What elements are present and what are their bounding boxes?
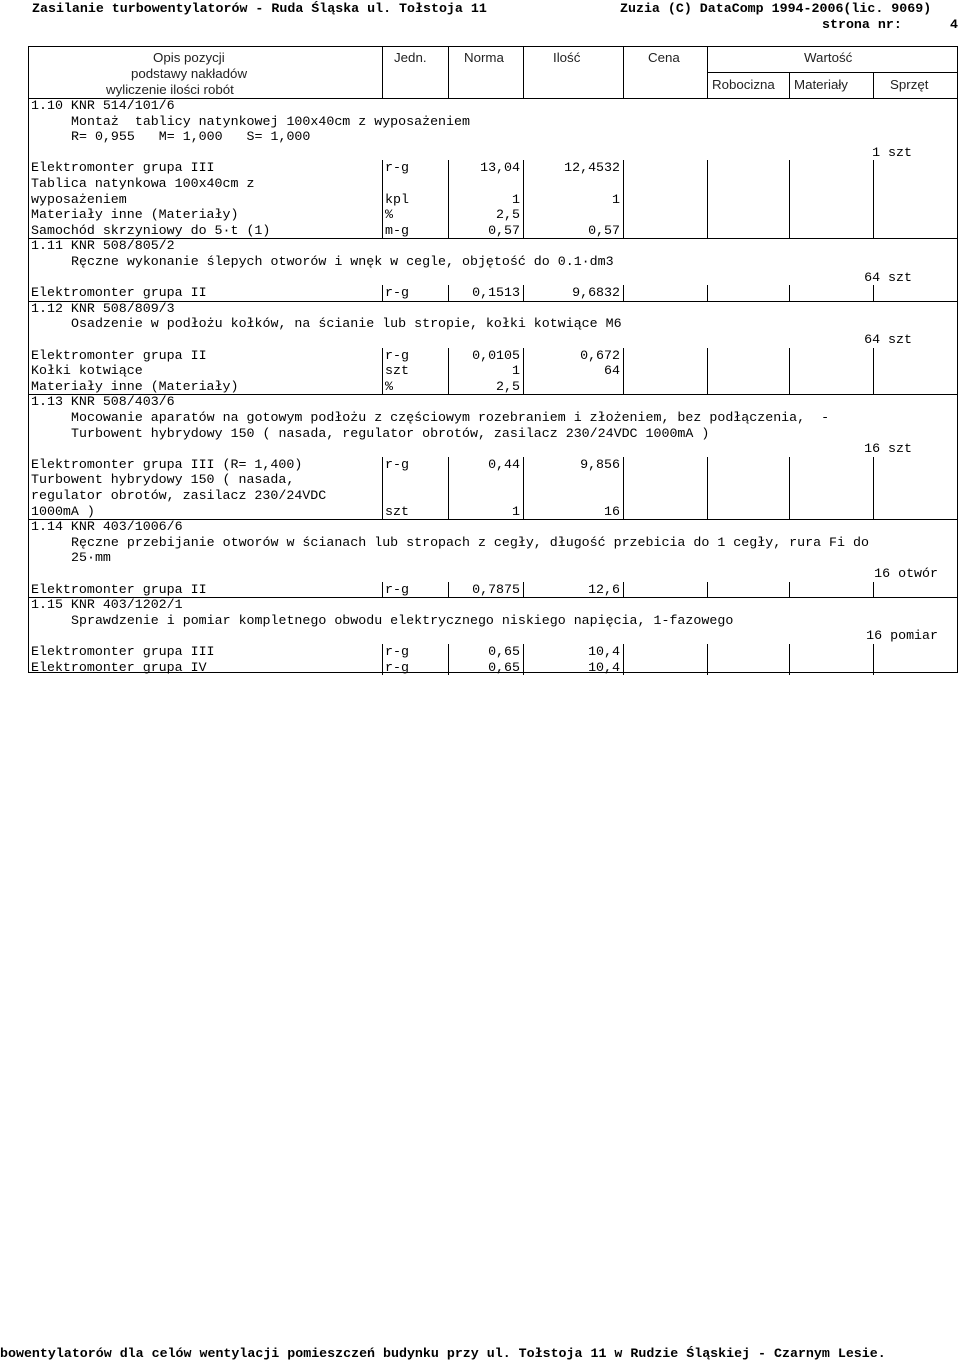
row-divider	[623, 363, 624, 379]
row-divider	[707, 582, 708, 598]
resource-name: Elektromonter grupa III	[31, 160, 215, 176]
row-divider	[623, 582, 624, 598]
row-divider	[623, 472, 624, 519]
row-divider	[789, 348, 790, 364]
resource-norm: 2,5	[496, 207, 520, 223]
position-total: 64 szt	[864, 332, 912, 347]
resource-norm: 0,65	[488, 644, 520, 659]
row-divider	[448, 223, 449, 239]
row-divider	[382, 363, 383, 379]
row-divider	[789, 644, 790, 660]
row-divider	[448, 363, 449, 379]
row-divider	[789, 457, 790, 473]
row-divider	[382, 582, 383, 598]
row-divider	[448, 207, 449, 223]
header-divider	[789, 72, 790, 98]
position-total: 16 szt	[864, 441, 912, 457]
row-divider	[448, 644, 449, 660]
row-divider	[523, 582, 524, 598]
row-divider	[873, 207, 874, 223]
row-divider	[707, 176, 708, 207]
column-header-materials: Materiały	[794, 77, 848, 92]
resource-name: Elektromonter grupa III (R= 1,400)	[31, 456, 303, 472]
resource-norm: 2,5	[496, 378, 520, 394]
header-divider	[523, 46, 524, 98]
resource-quantity: 10,4	[588, 644, 620, 659]
page-number-label: strona nr:	[822, 17, 902, 32]
resource-norm: 0,44	[488, 456, 520, 472]
position-code: 1.10 KNR 514/101/6	[31, 98, 175, 113]
resource-quantity: 0,672	[580, 347, 620, 363]
position-total: 16 pomiar	[866, 628, 938, 644]
resource-quantity: 10,4	[588, 659, 620, 675]
header-divider	[873, 72, 874, 98]
column-header-basis: podstawy nakładów	[131, 66, 248, 81]
position-description: Mocowanie aparatów na gotowym podłożu z częściowym rozebraniem i złożeniem, bez podłączenia, -	[71, 410, 830, 425]
resource-name: Elektromonter grupa III	[31, 644, 215, 659]
row-divider	[789, 285, 790, 301]
row-divider	[382, 160, 383, 176]
row-divider	[707, 285, 708, 301]
position-code: 1.14 KNR 403/1006/6	[31, 519, 183, 535]
row-divider	[623, 176, 624, 207]
column-header-quantity: Ilość	[553, 50, 581, 65]
row-divider	[873, 223, 874, 239]
position-code: 1.13 KNR 508/403/6	[31, 394, 175, 410]
row-divider	[448, 472, 449, 519]
position-code: 1.11 KNR 508/805/2	[31, 238, 175, 254]
row-divider	[873, 457, 874, 473]
column-header-norm: Norma	[464, 50, 504, 65]
resource-quantity: 1	[612, 191, 620, 207]
row-divider	[523, 644, 524, 660]
position-description: Ręczne wykonanie ślepych otworów i wnęk w cegle, objętość do 0.1·dm3	[71, 254, 614, 269]
row-divider	[523, 160, 524, 176]
position-code: 1.12 KNR 508/809/3	[31, 300, 175, 316]
column-header-price: Cena	[648, 50, 680, 65]
row-divider	[789, 379, 790, 395]
resource-unit: r-g	[385, 347, 409, 363]
resource-name: Elektromonter grupa II	[31, 581, 207, 597]
row-divider	[448, 285, 449, 301]
position-description: 25·mm	[71, 550, 111, 566]
resource-norm: 1	[512, 191, 520, 207]
row-divider	[523, 348, 524, 364]
position-description: Turbowent hybrydowy 150 ( nasada, regulator obrotów, zasilacz 230/24VDC 1000mA )	[71, 425, 710, 441]
row-divider	[707, 457, 708, 473]
row-divider	[623, 457, 624, 473]
row-divider	[382, 457, 383, 473]
row-divider	[707, 348, 708, 364]
row-divider	[707, 363, 708, 379]
row-divider	[523, 379, 524, 395]
row-divider	[382, 176, 383, 207]
row-divider	[448, 582, 449, 598]
row-divider	[523, 176, 524, 207]
resource-norm: 1	[512, 503, 520, 519]
row-divider	[789, 160, 790, 176]
resource-unit: m-g	[385, 222, 409, 238]
resource-norm: 0,65	[488, 659, 520, 675]
row-divider	[873, 160, 874, 176]
row-divider	[873, 285, 874, 301]
row-divider	[873, 348, 874, 364]
position-total: 64 szt	[864, 269, 912, 285]
resource-name: Tablica natynkowa 100x40cm z	[31, 176, 255, 191]
row-divider	[789, 472, 790, 519]
position-total: 1 szt	[872, 144, 912, 160]
row-divider	[382, 660, 383, 676]
resource-name: Kołki kotwiące	[31, 363, 143, 379]
row-divider	[448, 160, 449, 176]
resource-norm: 0,57	[488, 222, 520, 238]
row-divider	[873, 176, 874, 207]
row-divider	[873, 379, 874, 395]
row-divider	[523, 472, 524, 519]
row-divider	[382, 285, 383, 301]
resource-unit: kpl	[385, 191, 409, 207]
resource-unit: r-g	[385, 160, 409, 176]
resource-norm: 13,04	[480, 160, 520, 176]
resource-name: Materiały inne (Materiały)	[31, 378, 239, 394]
page-footer: bowentylatorów dla celów wentylacji pomieszczeń budynku przy ul. Tołstoja 11 w Rudzie Śląskiej - Czarnym Lesie.	[0, 1346, 886, 1361]
row-divider	[382, 644, 383, 660]
resource-norm: 0,7875	[472, 581, 520, 597]
row-divider	[523, 207, 524, 223]
resource-name: Elektromonter grupa II	[31, 285, 207, 301]
row-divider	[873, 582, 874, 598]
resource-unit: r-g	[385, 659, 409, 675]
resource-norm: 0,1513	[472, 285, 520, 301]
resource-name: Elektromonter grupa II	[31, 347, 207, 363]
resource-quantity: 64	[604, 363, 620, 379]
row-divider	[382, 207, 383, 223]
column-header-value: Wartość	[804, 50, 853, 65]
resource-name: regulator obrotów, zasilacz 230/24VDC	[31, 488, 327, 503]
resource-unit: szt	[385, 503, 409, 519]
position-description: Montaż tablicy natynkowej 100x40cm z wyposażeniem	[71, 113, 470, 129]
row-divider	[382, 379, 383, 395]
row-divider	[789, 207, 790, 223]
row-divider	[789, 660, 790, 676]
position-description: Osadzenie w podłożu kołków, na ścianie lub stropie, kołki kotwiące M6	[71, 316, 622, 332]
position-total: 16 otwór	[874, 566, 938, 581]
header-divider	[623, 46, 624, 98]
position-description: Ręczne przebijanie otworów w ścianach lub stropach z cegły, długość przebicia do 1 cegły, rura Fi do	[71, 534, 869, 550]
row-divider	[707, 223, 708, 239]
row-divider	[382, 472, 383, 519]
header-divider	[448, 46, 449, 98]
row-divider	[789, 176, 790, 207]
row-divider	[873, 472, 874, 519]
row-divider	[523, 660, 524, 676]
column-header-labor: Robocizna	[712, 77, 775, 92]
resource-quantity: 0,57	[588, 222, 620, 238]
row-divider	[623, 379, 624, 395]
row-divider	[707, 472, 708, 519]
resource-name: Turbowent hybrydowy 150 ( nasada,	[31, 472, 295, 488]
resource-quantity: 9,856	[580, 456, 620, 472]
column-header-calculation: wyliczenie ilości robót	[106, 82, 234, 97]
row-divider	[382, 223, 383, 239]
row-divider	[623, 223, 624, 239]
row-divider	[448, 348, 449, 364]
page-number: 4	[950, 17, 958, 32]
row-divider	[448, 176, 449, 207]
row-divider	[873, 644, 874, 660]
row-divider	[623, 285, 624, 301]
row-divider	[523, 285, 524, 301]
column-header-unit: Jedn.	[394, 50, 427, 65]
row-divider	[523, 457, 524, 473]
resource-unit: r-g	[385, 644, 409, 659]
position-code: 1.15 KNR 403/1202/1	[31, 597, 183, 613]
resource-name: Samochód skrzyniowy do 5·t (1)	[31, 222, 271, 238]
row-divider	[707, 660, 708, 676]
resource-quantity: 16	[604, 503, 620, 519]
row-divider	[523, 223, 524, 239]
row-divider	[873, 660, 874, 676]
document-title: Zasilanie turbowentylatorów - Ruda Śląska ul. Tołstoja 11	[32, 1, 487, 16]
row-divider	[623, 207, 624, 223]
row-divider	[707, 160, 708, 176]
column-header-equipment: Sprzęt	[890, 77, 929, 92]
resource-quantity: 12,4532	[564, 160, 620, 176]
row-divider	[873, 363, 874, 379]
row-divider	[523, 363, 524, 379]
column-header-description: Opis pozycji	[153, 50, 225, 65]
header-divider	[707, 72, 958, 73]
row-divider	[448, 379, 449, 395]
resource-unit: %	[385, 378, 393, 394]
resource-unit: r-g	[385, 456, 409, 472]
row-divider	[623, 644, 624, 660]
position-description: Sprawdzenie i pomiar kompletnego obwodu elektrycznego niskiego napięcia, 1-fazowego	[71, 612, 734, 628]
row-divider	[789, 582, 790, 598]
row-divider	[707, 207, 708, 223]
row-divider	[707, 644, 708, 660]
resource-name: Materiały inne (Materiały)	[31, 207, 239, 223]
row-divider	[623, 160, 624, 176]
resource-norm: 1	[512, 363, 520, 379]
resource-unit: %	[385, 207, 393, 223]
resource-name: Elektromonter grupa IV	[31, 659, 207, 675]
resource-quantity: 9,6832	[572, 285, 620, 301]
software-credit: Zuzia (C) DataComp 1994-2006(lic. 9069)	[620, 1, 932, 16]
header-divider	[382, 46, 383, 98]
row-divider	[789, 223, 790, 239]
row-divider	[382, 348, 383, 364]
row-divider	[448, 660, 449, 676]
row-divider	[623, 348, 624, 364]
row-divider	[707, 379, 708, 395]
resource-name: 1000mA )	[31, 503, 95, 519]
row-divider	[789, 363, 790, 379]
resource-unit: r-g	[385, 581, 409, 597]
row-divider	[623, 660, 624, 676]
resource-unit: szt	[385, 363, 409, 379]
resource-quantity: 12,6	[588, 581, 620, 597]
resource-norm: 0,0105	[472, 347, 520, 363]
position-description: R= 0,955 M= 1,000 S= 1,000	[71, 129, 311, 145]
resource-unit: r-g	[385, 285, 409, 301]
row-divider	[448, 457, 449, 473]
resource-name: wyposażeniem	[31, 191, 127, 207]
